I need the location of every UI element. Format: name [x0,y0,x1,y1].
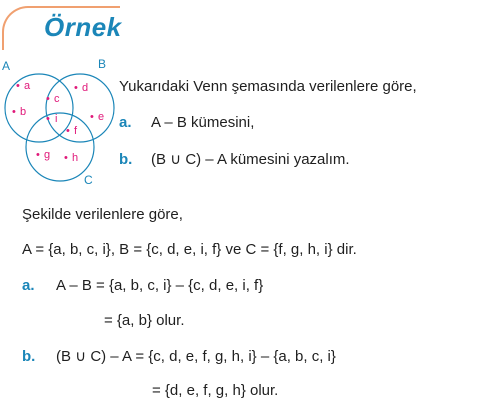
set-c-circle [26,113,94,181]
venn-diagram [0,56,118,188]
element-c: c [54,93,60,105]
svg-text:•: • [66,125,70,137]
element-d: d [82,82,89,94]
svg-text:•: • [46,93,50,105]
question-b-label: b. [119,151,133,168]
set-a-label: A [2,59,11,73]
set-b-circle [46,74,114,142]
set-b-label: B [98,57,107,71]
solution-a-result: = {a, b} olur. [104,312,185,329]
question-a [119,114,254,131]
solution-b [22,347,336,365]
svg-text:•: • [12,106,16,118]
question-a-text: A – B kümesini, [151,114,255,131]
question-a-label: a. [119,114,132,131]
svg-text:•: • [36,149,40,161]
question-b-text: (B ∪ C) – A kümesini yazalım. [151,151,350,168]
element-i: i [55,113,58,125]
solution-sets: A = {a, b, c, i}, B = {c, d, e, i, f} ve C = {f, g, h, i} dir. [22,241,357,258]
solution-b-result: = {d, e, f, g, h} olur. [152,382,279,399]
set-c-label: C [84,173,93,187]
svg-text:•: • [46,113,50,125]
solution-b-line1: (B ∪ C) – A = {c, d, e, f, g, h, i} – {a, b, c, i} [56,348,336,365]
example-title: Örnek [44,12,122,42]
element-b: b [20,106,27,118]
solution-a-label: a. [22,277,35,294]
solution-a-line1: A – B = {a, b, c, i} – {c, d, e, i, f} [56,277,264,294]
element-f: f [74,125,78,137]
element-g: g [44,149,51,161]
element-a: a [24,80,31,92]
solution-a [22,277,263,294]
element-e: e [98,111,105,123]
solution-intro: Şekilde verilenlere göre, [22,206,183,223]
svg-text:•: • [90,111,94,123]
question-b [119,150,350,168]
element-h: h [72,152,79,164]
svg-text:•: • [64,152,68,164]
question-intro: Yukarıdaki Venn şemasında verilenlere göre, [119,78,417,95]
svg-text:•: • [16,80,20,92]
svg-text:•: • [74,82,78,94]
solution-b-label: b. [22,348,36,365]
